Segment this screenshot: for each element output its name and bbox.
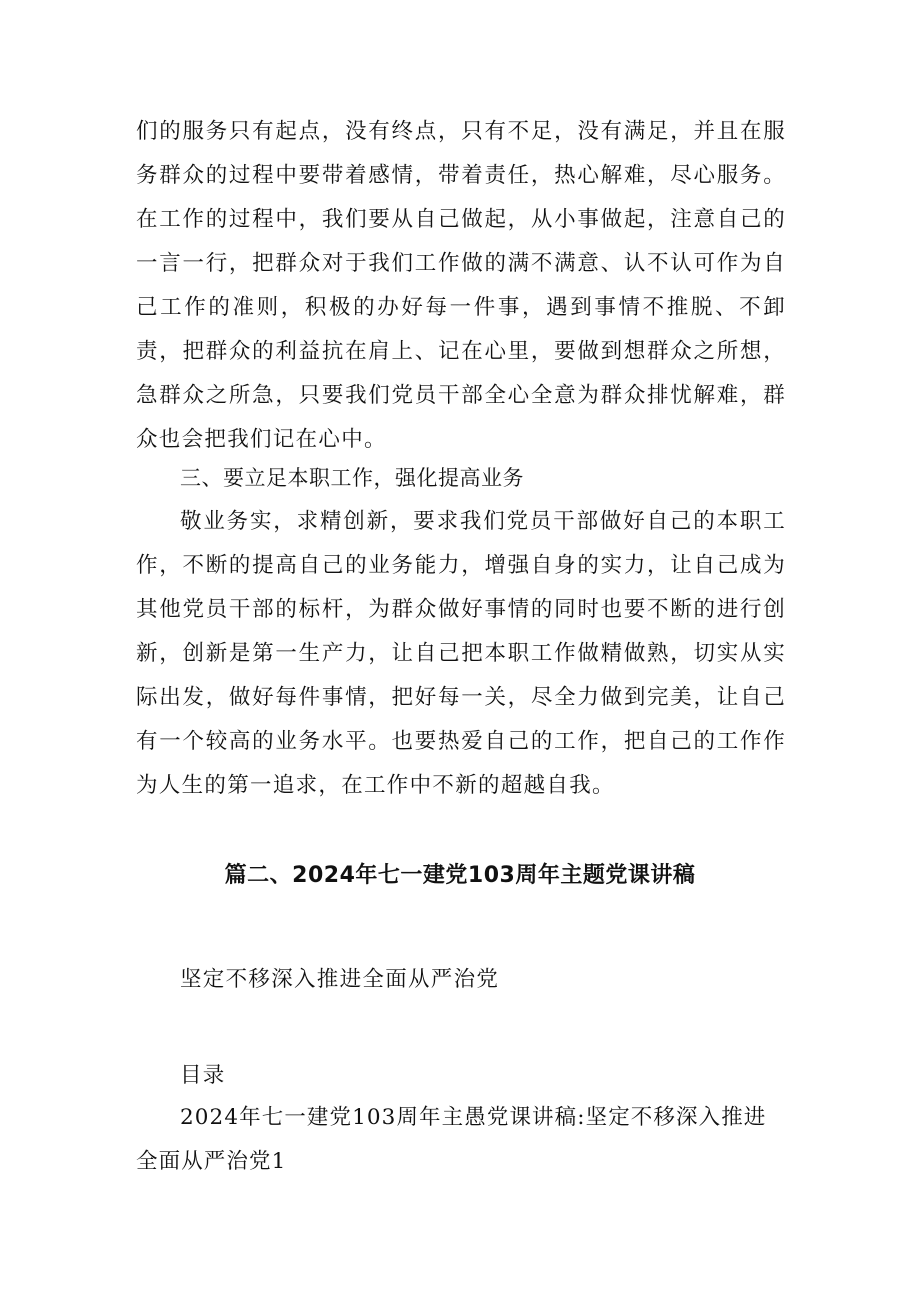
section-title-2: 篇二、2024年七一建党103周年主题党课讲稿	[224, 863, 696, 888]
toc-label: 目录	[180, 1063, 226, 1088]
body-paragraph-service: 们的服务只有起点，没有终点，只有不足，没有满足，并且在服务群众的过程中要带着感情，带着责任，热心解难，尽心服务。在工作的过程中，我们要从自己做起，从小事做起，注意自己的一言一行，把群众对于我们工作做的满不满意、认不认可作为自己工作的准则，积极的办好每一件事，遇到事情不推脱、不卸责，把群众的利益抗在肩上、记在心里，要做到想群众之所想，急群众之所急，只要我们党员干部全心全意为群众排忧解难，群众也会把我们记在心中。	[136, 119, 786, 452]
body-paragraph-professional-work: 敬业务实，求精创新，要求我们党员干部做好自己的本职工作，不断的提高自己的业务能力，增强自身的实力，让自己成为其他党员干部的标杆，为群众做好事情的同时也要不断的进行创新，创新是第一生产力，让自己把本职工作做精做熟，切实从实际出发，做好每件事情，把好每一关，尽全力做到完美，让自己有一个较高的业务水平。也要热爱自己的工作，把自己的工作作为人生的第一追求，在工作中不新的超越自我。	[136, 509, 786, 798]
speech-subtitle: 坚定不移深入推进全面从严治党	[180, 967, 500, 992]
toc-entry[interactable]: 2024年七一建党103周年主愚党课讲稿:坚定不移深入推进全面从严治党1	[136, 1105, 767, 1174]
section-heading-3: 三、要立足本职工作，强化提高业务	[180, 466, 524, 490]
